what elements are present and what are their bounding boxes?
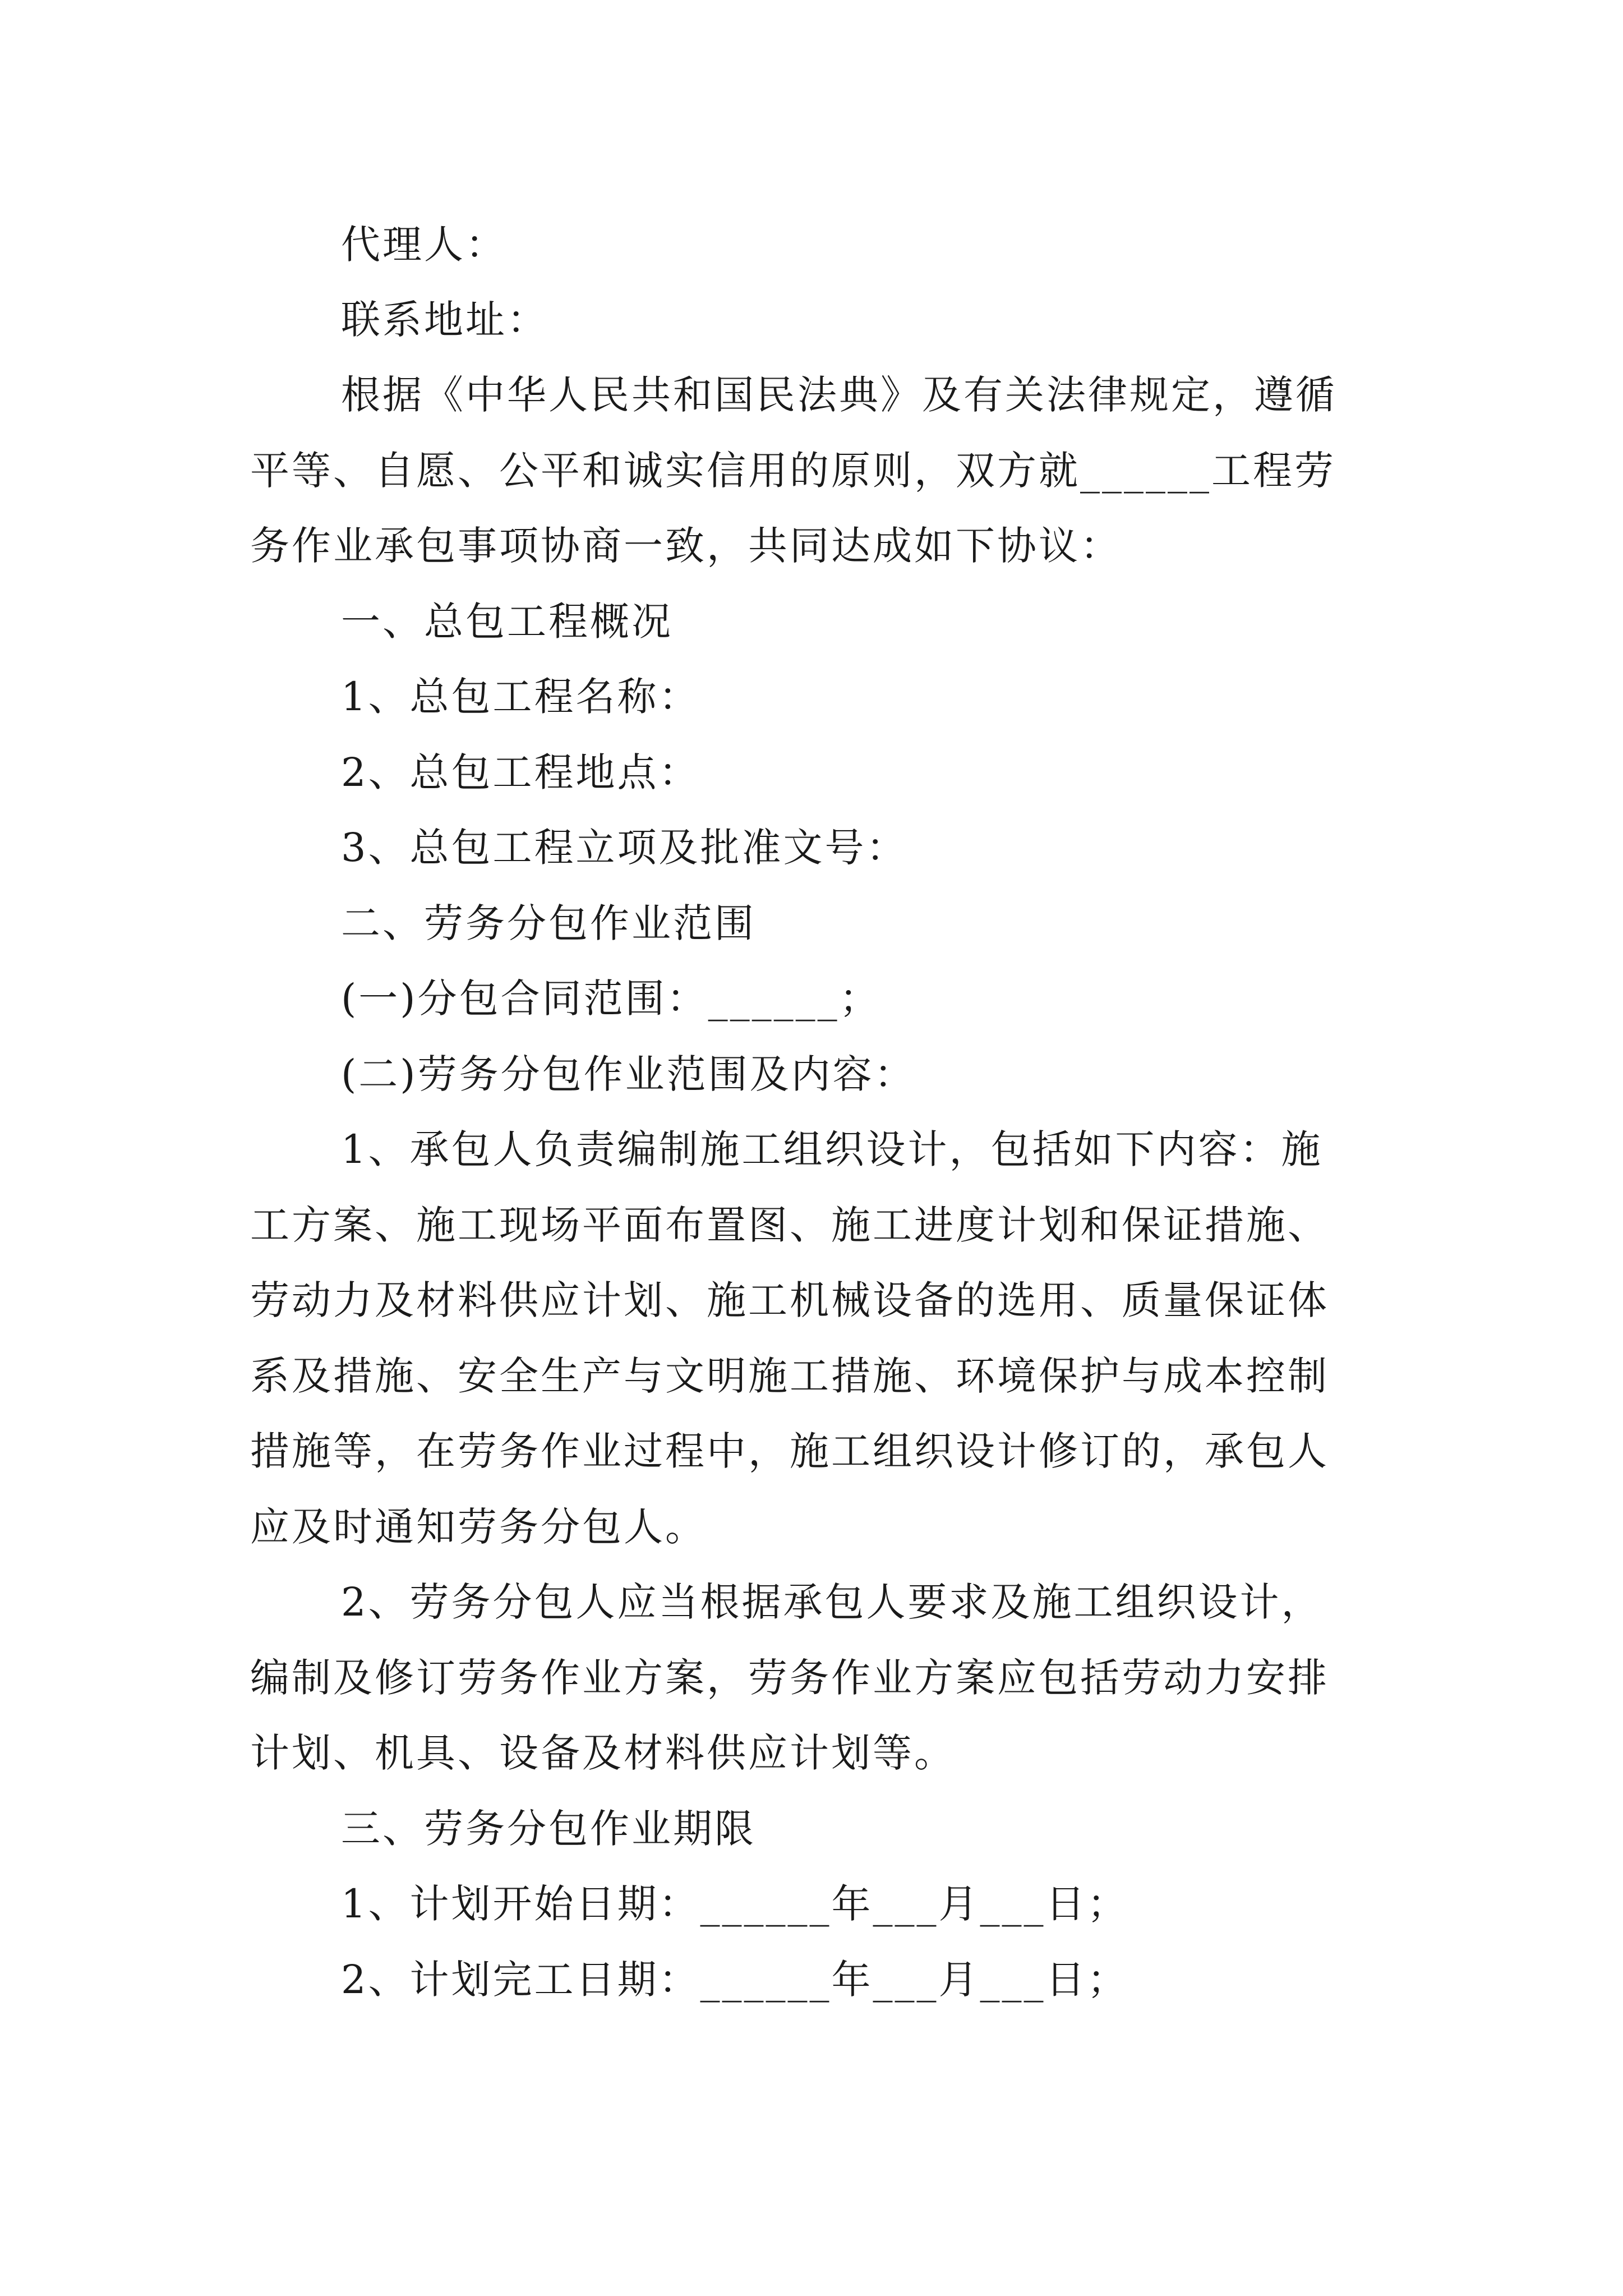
clause-1-line-2: 工方案、施工现场平面布置图、施工进度计划和保证措施、 [250,1202,1329,1248]
project-name-line: 1、总包工程名称： [341,674,700,720]
planned-completion-date-line: 2、计划完工日期：______年___月___日； [341,1957,1129,2003]
contact-address-line: 联系地址： [341,297,548,343]
labor-scope-heading: (二)劳务分包作业范围及内容： [341,1051,916,1097]
agent-line: 代理人： [341,222,507,268]
intro-paragraph-line-1: 根据《中华人民共和国民法典》及有关法律规定，遵循 [341,372,1337,418]
clause-1-line-6: 应及时通知劳务分包人。 [250,1504,707,1550]
clause-2-line-1: 2、劳务分包人应当根据承包人要求及施工组织设计， [341,1579,1323,1625]
clause-2-line-3: 计划、机具、设备及材料供应计划等。 [250,1730,956,1776]
project-approval-line: 3、总包工程立项及批准文号： [341,825,908,871]
project-location-line: 2、总包工程地点： [341,749,700,795]
planned-start-date-line: 1、计划开始日期：______年___月___日； [341,1881,1129,1927]
clause-1-line-4: 系及措施、安全生产与文明施工措施、环境保护与成本控制 [250,1353,1329,1399]
clause-1-line-5: 措施等，在劳务作业过程中，施工组织设计修订的，承包人 [250,1428,1329,1474]
clause-1-line-3: 劳动力及材料供应计划、施工机械设备的选用、质量保证体 [250,1277,1329,1323]
section-2-heading: 二、劳务分包作业范围 [341,900,756,946]
subcontract-scope-line: (一)分包合同范围：______； [341,976,881,1022]
section-3-heading: 三、劳务分包作业期限 [341,1806,756,1852]
intro-paragraph-line-3: 务作业承包事项协商一致，共同达成如下协议： [250,523,1122,569]
clause-2-line-2: 编制及修订劳务作业方案，劳务作业方案应包括劳动力安排 [250,1655,1329,1701]
section-1-heading: 一、总包工程概况 [341,599,673,645]
intro-paragraph-line-2: 平等、自愿、公平和诚实信用的原则，双方就______工程劳 [250,448,1336,494]
clause-1-line-1: 1、承包人负责编制施工组织设计，包括如下内容：施 [341,1126,1323,1172]
